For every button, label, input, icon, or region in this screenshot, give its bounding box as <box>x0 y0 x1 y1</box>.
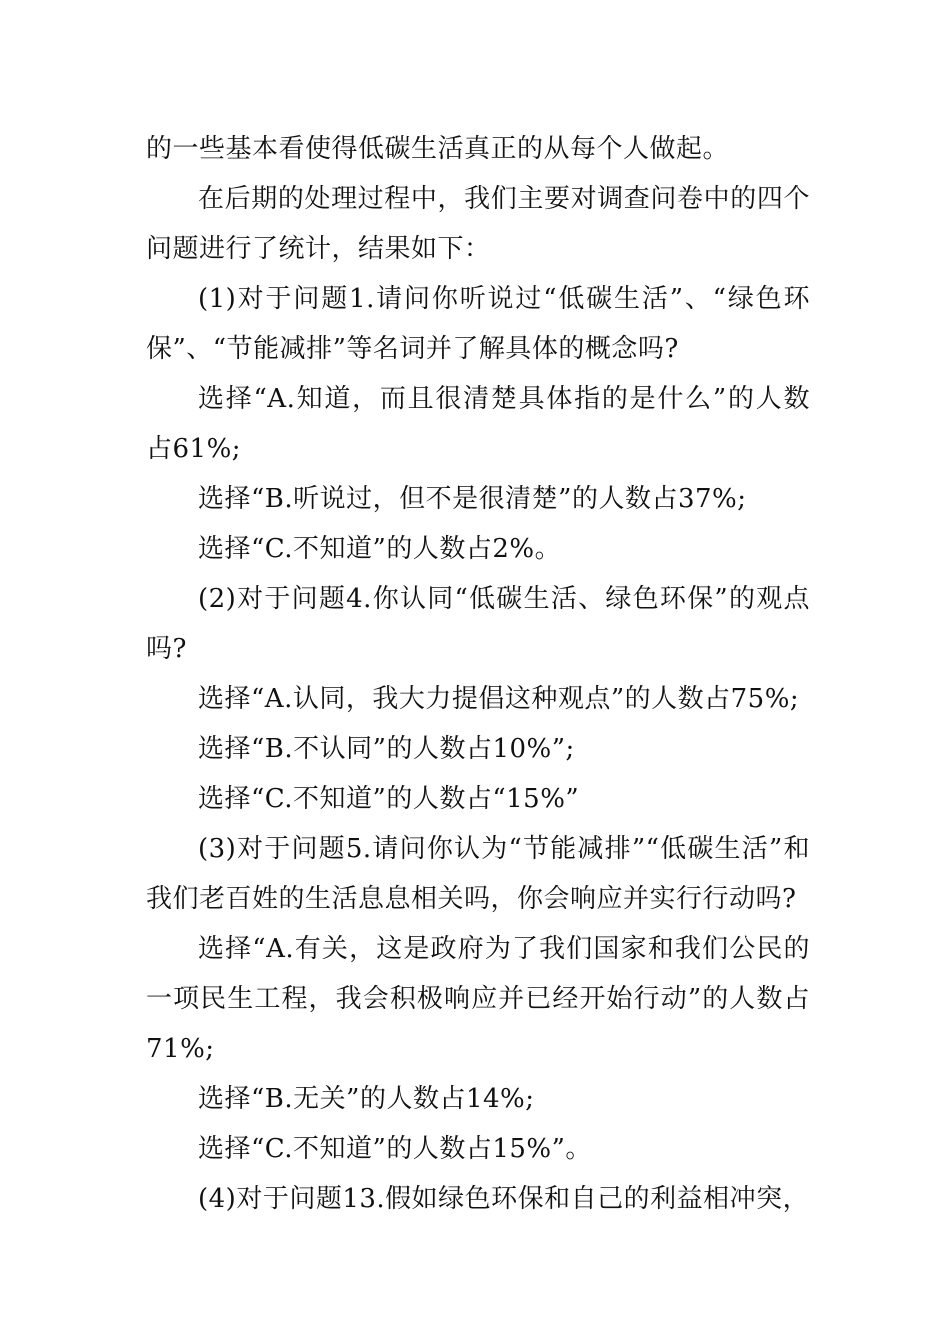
paragraph-question-1: (1)对于问题1.请问你听说过“低碳生活”、“绿色环保”、“节能减排”等名词并了解具体的概念吗? <box>146 284 810 364</box>
paragraph-answer: 选择“B.无关”的人数占14%; <box>198 1084 535 1114</box>
paragraph: 在后期的处理过程中，我们主要对调查问卷中的四个问题进行了统计，结果如下： <box>146 184 810 264</box>
paragraph-answer: 选择“A.有关，这是政府为了我们国家和我们公民的一项民生工程，我会积极响应并已经开始行动”的人数占71%; <box>146 934 810 1064</box>
document-body <box>146 124 810 1224</box>
paragraph-answer: 选择“B.不认同”的人数占10%”; <box>198 734 575 764</box>
paragraph-answer: 选择“C.不知道”的人数占15%”。 <box>198 1134 592 1164</box>
paragraph-question-4: (2)对于问题4.你认同“低碳生活、绿色环保”的观点吗? <box>146 584 810 664</box>
paragraph-answer: 选择“B.听说过，但不是很清楚”的人数占37%; <box>198 484 747 514</box>
paragraph-question-5: (3)对于问题5.请问你认为“节能减排”“低碳生活”和我们老百姓的生活息息相关吗，你会响应并实行行动吗? <box>146 834 810 914</box>
paragraph-answer: 选择“C.不知道”的人数占2%。 <box>198 534 562 564</box>
paragraph-answer: 选择“C.不知道”的人数占“15%” <box>198 784 580 814</box>
paragraph-question-13: (4)对于问题13.假如绿色环保和自己的利益相冲突， <box>198 1184 810 1214</box>
paragraph: 的一些基本看使得低碳生活真正的从每个人做起。 <box>146 134 730 164</box>
paragraph-answer: 选择“A.认同，我大力提倡这种观点”的人数占75%; <box>198 684 800 714</box>
paragraph-answer: 选择“A.知道，而且很清楚具体指的是什么”的人数占61%; <box>146 384 810 464</box>
